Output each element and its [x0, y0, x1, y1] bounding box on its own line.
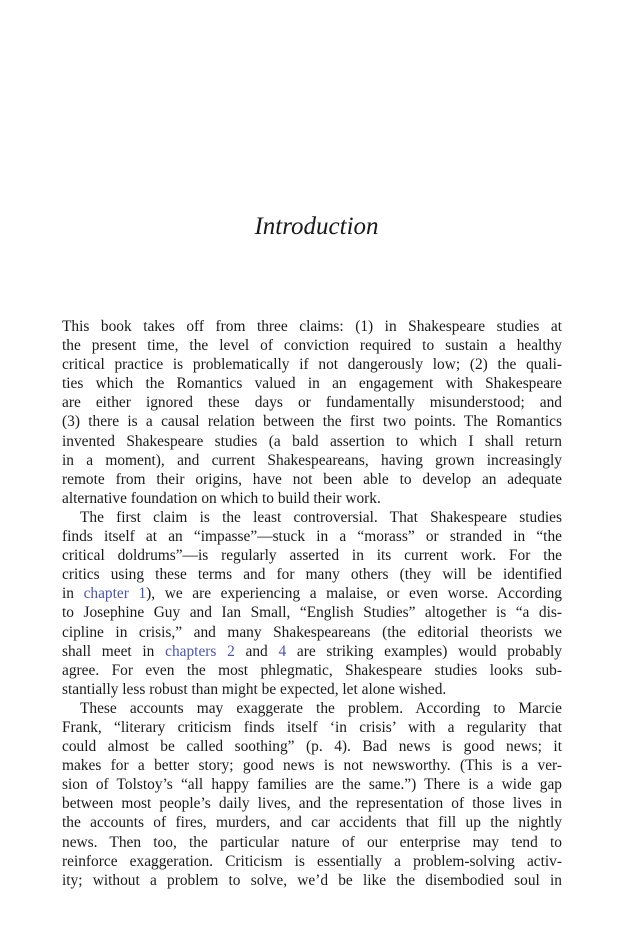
text-line — [62, 833, 562, 852]
text-segment: news. Then too, the particular nature of our enterprise may tend to — [62, 833, 562, 851]
text-line — [62, 317, 562, 336]
text-line — [62, 393, 562, 412]
text-line — [62, 737, 562, 756]
paragraph — [62, 317, 562, 508]
chapter-cross-reference-link[interactable]: chapters 2 — [165, 642, 235, 660]
text-segment: ), we are experiencing a malaise, or even worse. According — [146, 585, 562, 603]
text-segment: could almost be called soothing” (p. 4). Bad news is good news; it — [62, 738, 562, 756]
text-line — [62, 508, 562, 527]
text-line — [62, 432, 562, 451]
text-line — [62, 374, 562, 393]
text-segment: the accounts of fires, murders, and car accidents that fill up the nightly — [62, 814, 562, 832]
text-line — [62, 546, 562, 565]
text-segment: agree. For even the most phlegmatic, Shakespeare studies looks sub- — [62, 661, 562, 679]
text-line — [62, 527, 562, 546]
text-segment: These accounts may exaggerate the problem. According to Marcie — [80, 699, 562, 717]
chapter-title: Introduction — [254, 213, 379, 240]
text-segment: sion of Tolstoy’s “all happy families are the same.”) There is a wide gap — [62, 776, 562, 794]
text-line — [62, 623, 562, 642]
text-line — [62, 718, 562, 737]
text-segment: are either ignored these days or fundamentally misunderstood; and — [62, 394, 562, 412]
text-line — [62, 336, 562, 355]
chapter-cross-reference-link[interactable]: chapter 1 — [83, 585, 147, 603]
text-line — [62, 565, 562, 584]
text-segment: to Josephine Guy and Ian Small, “English Studies” altogether is “a dis- — [62, 604, 562, 622]
text-segment: finds itself at an “impasse”—stuck in a “morass” or stranded in “the — [62, 528, 562, 546]
text-line — [62, 680, 562, 699]
text-line — [62, 756, 562, 775]
text-line — [62, 412, 562, 431]
text-segment: Frank, “literary criticism finds itself ‘in crisis’ with a regularity that — [62, 718, 562, 736]
text-segment: makes for a better story; good news is not newsworthy. (This is a ver- — [62, 757, 562, 775]
text-line — [62, 852, 562, 871]
text-segment: between most people’s daily lives, and the representation of those lives in — [62, 795, 562, 813]
text-line — [62, 451, 562, 470]
text-line — [62, 813, 562, 832]
text-line — [62, 470, 562, 489]
text-segment: in — [62, 585, 84, 603]
text-line — [62, 794, 562, 813]
text-line — [62, 489, 562, 508]
body-text — [62, 317, 562, 890]
text-line — [62, 584, 562, 603]
text-segment: critics using these terms and for many others (they will be identified — [62, 566, 562, 584]
text-segment: and — [234, 642, 279, 660]
text-segment: in a moment), and current Shakespeareans, having grown increasingly — [62, 451, 562, 469]
text-line — [62, 661, 562, 680]
text-segment: The first claim is the least controversial. That Shakespeare studies — [80, 508, 562, 526]
text-segment: This book takes off from three claims: (1) in Shakespeare studies at — [62, 318, 562, 335]
text-line — [62, 699, 562, 718]
text-segment: ties which the Romantics valued in an engagement with Shakespeare — [62, 375, 562, 393]
text-segment: cipline in crisis,” and many Shakespeareans (the editorial theorists we — [62, 623, 562, 641]
text-segment: critical doldrums”—is regularly asserted in its current work. For the — [62, 547, 562, 565]
text-line — [62, 603, 562, 622]
text-segment: reinforce exaggeration. Criticism is essentially a problem-solving activ- — [62, 852, 562, 870]
text-segment: critical practice is problematically if not dangerously low; (2) the quali- — [62, 356, 562, 374]
text-segment: (3) there is a causal relation between the first two points. The Romantics — [62, 413, 562, 431]
text-segment: alternative foundation on which to build their work. — [62, 489, 381, 507]
text-segment: are striking examples) would probably — [286, 642, 562, 660]
text-segment: invented Shakespeare studies (a bald assertion to which I shall return — [62, 432, 562, 450]
text-segment: ity; without a problem to solve, we’d be like the disembodied soul in — [62, 871, 562, 889]
text-line — [62, 871, 562, 890]
text-segment: the present time, the level of conviction required to sustain a healthy — [62, 337, 562, 355]
text-segment: remote from their origins, have not been able to develop an adequate — [62, 470, 562, 488]
text-segment: shall meet in — [62, 642, 166, 660]
text-line — [62, 642, 562, 661]
paragraph — [62, 508, 562, 699]
chapter-cross-reference-link[interactable]: 4 — [278, 642, 287, 660]
text-line — [62, 775, 562, 794]
paragraph — [62, 699, 562, 890]
text-line — [62, 355, 562, 374]
text-segment: stantially less robust than might be expected, let alone wished. — [62, 680, 447, 698]
